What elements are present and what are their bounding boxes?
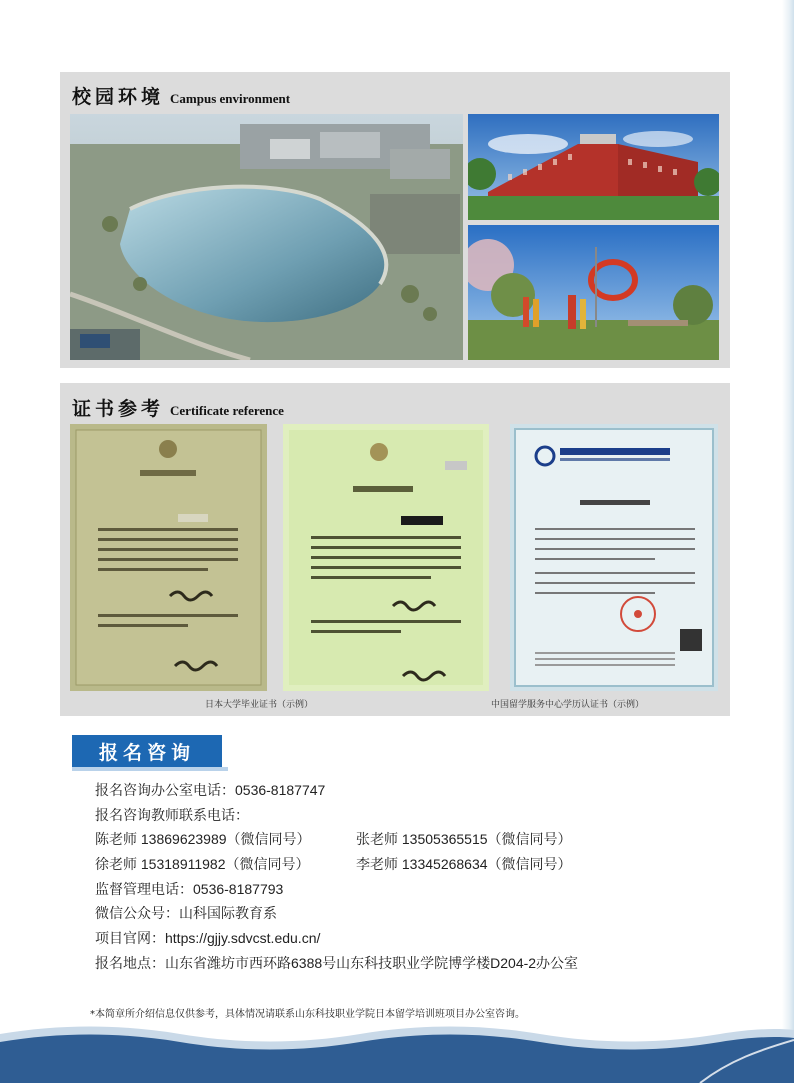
contact-heading-label: 报名咨询 bbox=[98, 741, 195, 764]
teacher-contact: 李老师 13345268634（微信同号） bbox=[356, 856, 572, 873]
campus-title-en: Campus environment bbox=[170, 91, 291, 106]
teacher-row bbox=[95, 829, 715, 854]
contact-heading bbox=[72, 735, 222, 767]
certificate-caption-cscse: 中国留学服务中心学历认证书（示例） bbox=[491, 700, 645, 710]
campus-section bbox=[60, 72, 730, 368]
wechat-account: 微信公众号：山科国际教育系 bbox=[95, 905, 277, 922]
certificate-section-title bbox=[72, 394, 284, 421]
campus-sculpture-photo bbox=[468, 225, 719, 360]
registration-address: 报名地点：山东省潍坊市西环路6388号山东科技职业学院博学楼D204-2办公室 bbox=[95, 954, 579, 971]
teacher-contact: 张老师 13505365515（微信同号） bbox=[356, 831, 572, 848]
japan-university-degree-certificate-image-2 bbox=[283, 424, 489, 691]
campus-title-cn: 校园环境 bbox=[72, 86, 165, 108]
japan-university-degree-certificate-image bbox=[70, 424, 267, 691]
page-edge-decoration bbox=[782, 0, 794, 1083]
office-phone: 报名咨询办公室电话：0536-8187747 bbox=[95, 782, 326, 798]
supervision-phone: 监督管理电话：0536-8187793 bbox=[95, 880, 284, 897]
teacher-contact: 徐老师 15318911982（微信同号） bbox=[95, 856, 310, 873]
project-website: 项目官网：https://gjjy.sdvcst.edu.cn/ bbox=[95, 930, 321, 947]
teacher-row bbox=[95, 854, 715, 879]
cscse-degree-authentication-certificate-image bbox=[510, 424, 718, 691]
contact-info bbox=[95, 780, 715, 978]
footer-wave-decoration bbox=[0, 1020, 794, 1083]
campus-aerial-lake-photo bbox=[70, 114, 463, 360]
disclaimer-footnote: *本简章所介绍信息仅供参考，具体情况请联系山东科技职业学院日本留学培训班项目办公室咨询。 bbox=[90, 1009, 525, 1020]
teacher-contact: 陈老师 13869623989（微信同号） bbox=[95, 831, 311, 848]
campus-building-photo bbox=[468, 114, 719, 220]
campus-section-title bbox=[72, 82, 290, 109]
teacher-phone-label: 报名咨询教师联系电话： bbox=[95, 806, 249, 823]
certificate-caption-japan: 日本大学毕业证书（示例） bbox=[205, 700, 314, 710]
certificate-section bbox=[60, 383, 730, 716]
certificate-title-cn: 证书参考 bbox=[72, 398, 165, 420]
certificate-title-en: Certificate reference bbox=[170, 403, 284, 418]
